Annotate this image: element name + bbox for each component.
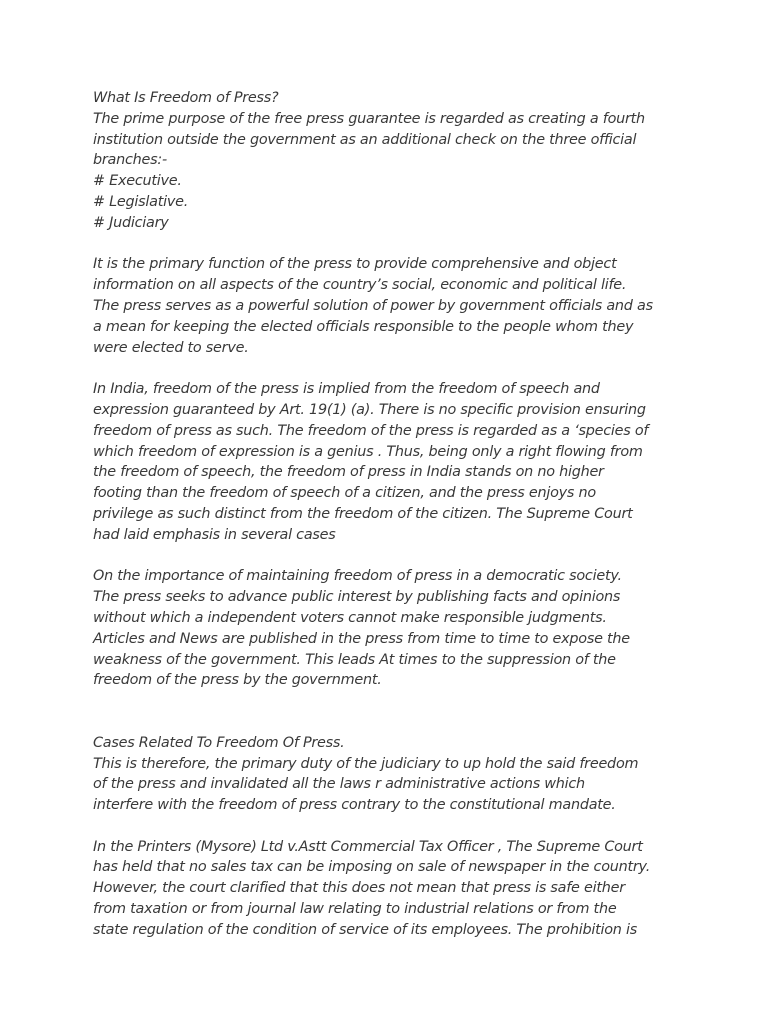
text-line: branches:-: [93, 152, 167, 169]
text-line: of the press and invalidated all the laws r administrative actions which: [93, 776, 585, 793]
text-line: weakness of the government. This leads At times to the suppression of the: [93, 651, 616, 668]
text-line: The press serves as a powerful solution of power by government officials and as: [93, 297, 653, 314]
text-line: which freedom of expression is a genius . Thus, being only a right flowing from: [93, 443, 643, 460]
text-line: On the importance of maintaining freedom of press in a democratic society.: [93, 568, 622, 585]
text-line: In the Printers (Mysore) Ltd v.Astt Commercial Tax Officer , The Supreme Court: [93, 838, 643, 855]
text-line: It is the primary function of the press to provide comprehensive and object: [93, 256, 617, 273]
text-line: This is therefore, the primary duty of the judiciary to up hold the said freedom: [93, 755, 639, 772]
paragraph-gap: [93, 358, 703, 379]
text-line: freedom of the press by the government.: [93, 672, 382, 689]
text-line: a mean for keeping the elected officials responsible to the people whom they: [93, 318, 634, 335]
paragraph-gap: [93, 234, 703, 255]
text-line: were elected to serve.: [93, 339, 249, 356]
text-line: without which a independent voters cannot make responsible judgments.: [93, 609, 607, 626]
section-heading: What Is Freedom of Press?: [93, 90, 279, 106]
text-line: institution outside the government as an additional check on the three official: [93, 131, 637, 148]
text-line: state regulation of the condition of service of its employees. The prohibition is: [93, 921, 637, 938]
text-line: from taxation or from journal law relating to industrial relations or from the: [93, 901, 617, 918]
document-page: [93, 88, 703, 941]
section-heading: Cases Related To Freedom Of Press.: [93, 734, 345, 751]
paragraph-india-freedom: [93, 379, 703, 545]
list-item-judiciary: # Judiciary: [93, 214, 169, 231]
text-line: Articles and News are published in the press from time to time to expose the: [93, 630, 630, 647]
text-line: footing than the freedom of speech of a citizen, and the press enjoys no: [93, 485, 596, 502]
text-line: However, the court clarified that this does not mean that press is safe either: [93, 880, 625, 897]
paragraph-gap: [93, 546, 703, 567]
paragraph-gap: [93, 816, 703, 837]
text-line: has held that no sales tax can be imposing on sale of newspaper in the country.: [93, 859, 651, 876]
list-item-executive: # Executive.: [93, 173, 182, 190]
paragraph-printers-case: [93, 837, 703, 941]
text-line: information on all aspects of the country’s social, economic and political life.: [93, 277, 627, 294]
text-line: freedom of press as such. The freedom of the press is regarded as a ‘species of: [93, 422, 649, 439]
text-line: The press seeks to advance public interest by publishing facts and opinions: [93, 589, 621, 606]
text-line: interfere with the freedom of press contrary to the constitutional mandate.: [93, 797, 616, 814]
text-line: the freedom of speech, the freedom of press in India stands on no higher: [93, 464, 604, 481]
text-line: The prime purpose of the free press guarantee is regarded as creating a fourth: [93, 110, 645, 127]
text-line: had laid emphasis in several cases: [93, 526, 336, 543]
text-line: privilege as such distinct from the freedom of the citizen. The Supreme Court: [93, 505, 633, 522]
text-line: expression guaranteed by Art. 19(1) (a). There is no specific provision ensuring: [93, 401, 646, 418]
section-cases: [93, 733, 703, 816]
paragraph-gap: [93, 691, 703, 733]
list-item-legislative: # Legislative.: [93, 193, 189, 210]
section-freedom-of-press: [93, 88, 703, 234]
paragraph-importance: [93, 566, 703, 691]
paragraph-function-of-press: [93, 254, 703, 358]
text-line: In India, freedom of the press is implied from the freedom of speech and: [93, 381, 600, 398]
